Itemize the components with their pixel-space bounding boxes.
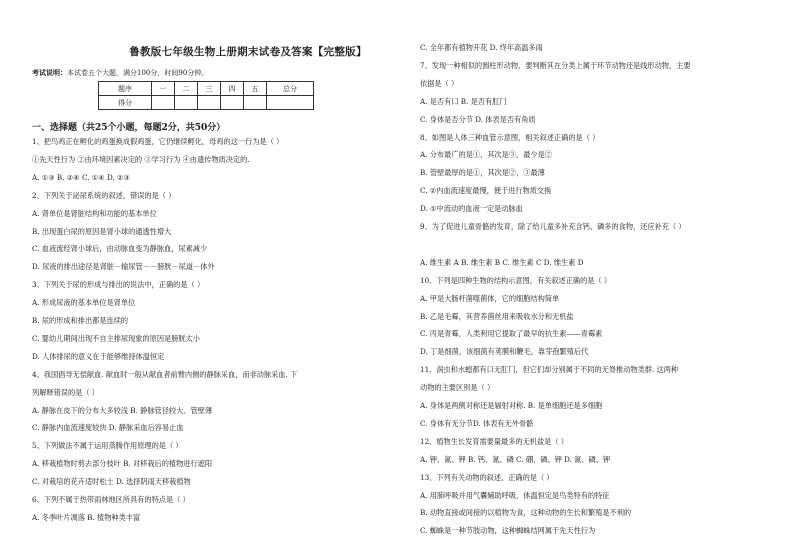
question-line: 1、把鸟鸡正在孵化的鸡蛋换成假鸡蛋，它仍继续孵化，母鸡的这一行为是（ ） xyxy=(32,137,284,146)
score-input-cell[interactable] xyxy=(267,96,314,110)
question-line: C. 丙是青霉，人类利用它提取了最早的抗生素——青霉素 xyxy=(420,329,603,339)
question-line: C. ②内血流速度最慢，便于进行物质交换 xyxy=(420,186,552,196)
score-cell: 题序 xyxy=(99,82,152,96)
score-cell: 总分 xyxy=(267,82,314,96)
question-line: ①先天性行为 ②由环境因素决定的 ③学习行为 ④由遗传物质决定的. xyxy=(32,154,250,164)
question-line: C. 身体有无分节D. 体表有无外骨骼 xyxy=(420,418,534,428)
question-line: A. 静脉在皮下的分布大多较浅 B. 静脉管径较大、管壁薄 xyxy=(32,405,213,415)
question-line: 11、涡虫和水螅都有口无肛门，但它们却分别属于不同的无脊椎动物类群. 这两种 xyxy=(420,365,679,375)
score-input-cell[interactable] xyxy=(244,96,267,110)
question-line: A. 分布最广的是①，其次是③，最少是② xyxy=(420,150,552,160)
question-line: 3、下列关于尿的形成与排出的说法中，正确的是（ ） xyxy=(32,280,205,290)
score-input-cell[interactable] xyxy=(198,96,221,110)
question-line: A. 移栽植物时剪去部分枝叶 B. 对移栽后的植物进行遮阳 xyxy=(32,459,213,469)
question-line: A. 甲是大肠杆菌噬菌体，它的细胞结构简单 xyxy=(420,293,560,303)
question-line: 12、植物生长发育需要量最多的无机盐是（ ） xyxy=(420,436,568,446)
question-line: C. 静脉内血流速度较快 D. 静脉采血后容易止血 xyxy=(32,423,184,433)
exam-note-label: 考试说明： xyxy=(32,68,67,77)
score-table-header-row xyxy=(99,82,314,96)
question-line: 6、下列不属于热带雨林地区所具有的特点是（ ） xyxy=(32,495,190,504)
question-line: 4、我国倡导无偿献血. 献血时一般从献血者前臂内侧的静脉采血，而非动脉采血. 下 xyxy=(32,369,298,379)
score-cell: 一 xyxy=(152,82,175,96)
question-line: 动物的主要区别是（ ） xyxy=(420,383,495,393)
question-line: D. 丁是细菌，该细菌有荚膜和鞭毛，靠芽孢繁殖后代 xyxy=(420,347,589,357)
question-line: 2、下列关于泌尿系统的叙述，错误的是（ ） xyxy=(32,190,176,200)
score-cell: 二 xyxy=(175,82,198,96)
question-line: 5、下列做法不属于运用蒸腾作用原理的是（ ） xyxy=(32,441,183,451)
score-table xyxy=(98,81,314,110)
question-line: B. 动物直接或间接的以植物为食，这种动物的生长和繁殖是不利的 xyxy=(420,508,632,518)
question-line: A. 身体是两侧对称还是辐射对称. B. 是单细胞还是多细胞 xyxy=(420,401,603,410)
question-line: B. 管壁最厚的是①，其次是②，③最薄 xyxy=(420,168,545,178)
question-line: D. 尿液的排出途径是肾脏－输尿管－－膀胱－尿道－体外 xyxy=(32,262,215,272)
question-line: A. 是否有口 B. 是否有肛门 xyxy=(420,96,507,106)
score-table-score-row xyxy=(99,96,314,110)
exam-note xyxy=(32,68,208,78)
score-input-cell[interactable] xyxy=(152,96,175,110)
question-line: A. 钾、氮、钾 B. 钙、氮、磷 C. 硼、磷、钾 D. 氮、磷、钾 xyxy=(420,454,611,464)
score-input-cell[interactable] xyxy=(175,96,198,110)
page-title: 鲁教版七年级生物上册期末试卷及答案【完整版】 xyxy=(129,46,367,58)
score-cell: 五 xyxy=(244,82,267,96)
question-line: C. 全年都有植物开花 D. 终年高温多雨 xyxy=(420,43,543,52)
question-line: B. 出现蛋白尿的原因是肾小球的通透性增大 xyxy=(32,226,172,236)
score-cell: 三 xyxy=(198,82,221,96)
question-line: D. 人体排尿的意义在于能够维持体温恒定 xyxy=(32,351,165,361)
question-line: 8、如图是人体三种血管示意图，相关叙述正确的是（ ） xyxy=(420,132,600,142)
section-heading: 一、选择题（共25个小题，每题2分，共50分） xyxy=(32,123,226,133)
score-cell: 四 xyxy=(221,82,244,96)
question-line: 列解释错误的是（ ） xyxy=(32,387,99,397)
question-line: 9、为了促进儿童骨骼的发育，除了给儿童多补充含钙、磷多的食物，还应补充（ ） xyxy=(420,222,686,231)
question-line: B. 乙是毛霉，其营养菌丝用来吸收水分和无机盐 xyxy=(420,311,574,321)
score-input-cell[interactable] xyxy=(221,96,244,110)
question-line: A. 冬季叶片凋落 B. 植物种类丰富 xyxy=(32,512,141,522)
question-line: 10、下列是四种生物的结构示意图，有关叙述正确的是（ ） xyxy=(420,275,612,285)
question-line: A. ①③ B. ②④ C. ①④ D. ②③ xyxy=(32,172,130,182)
question-line: D. ①中流动的血液一定是动脉血 xyxy=(420,204,523,214)
question-line: A. 形成尿液的基本单位是肾单位 xyxy=(32,298,136,308)
question-line: C. 对栽培的花卉适时松土 D. 选择阴雨天移栽植物 xyxy=(32,477,191,487)
question-line: C. 蜘蛛是一种节肢动物，这种蜘蛛结网属于先天性行为 xyxy=(420,526,596,536)
question-line: 13、下列有关动物的叙述，正确的是（ ） xyxy=(420,472,554,482)
question-line: C. 婴幼儿期间出现不自主排尿现象的原因是膀胱太小 xyxy=(32,333,200,343)
exam-note-text: 本试卷五个大题，满分100分，时间90分钟。 xyxy=(67,69,209,77)
score-cell: 得分 xyxy=(99,96,152,110)
question-line: 7、发现一种相似的圆柱形动物，要判断其在分类上属于环节动物还是线形动物，主要 xyxy=(420,60,691,70)
question-line: B. 尿的形成和排出都是连续的 xyxy=(32,316,129,325)
question-line: 依据是（ ） xyxy=(420,78,459,88)
question-line: C. 血液流经肾小球后，由动脉血变为静脉血，尿素减少 xyxy=(32,244,208,254)
question-line: A. 用肺呼吸并用气囊辅助呼吸、体温恒定是鸟类特有的特征 xyxy=(420,490,610,500)
question-line: A. 维生素 A B. 维生素 B C. 维生素 C D. 维生素 D xyxy=(420,257,584,267)
question-line: A. 肾单位是肾脏结构和功能的基本单位 xyxy=(32,208,157,218)
question-line: C. 身体是否分节 D. 体表是否有角质 xyxy=(420,114,536,124)
